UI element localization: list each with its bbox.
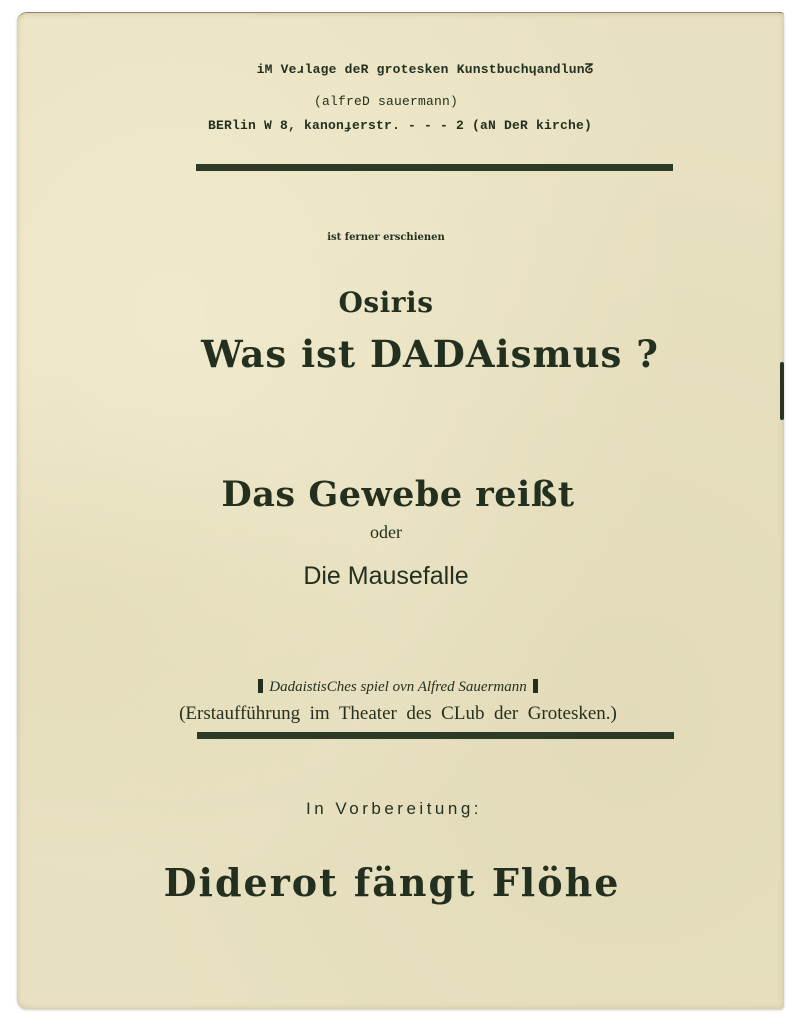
upcoming-label: In Vorbereitung: xyxy=(305,799,483,818)
bottom-rule-divider xyxy=(197,732,674,739)
description-text: DadaistisChes spiel ovn Alfred Sauermann xyxy=(269,679,527,695)
book2-premiere-note: (Erstaufführung im Theater des CLub der Grotesken.) xyxy=(179,703,617,724)
publisher-line-3: BERlin W 8, kanonɟerstr. - - - 2 (aN DeR kirche) xyxy=(207,118,593,133)
publisher-line-1: iM Veɹlage deR grotesken Kunstbuchɥandlunᘔ xyxy=(256,62,594,77)
book1-title: Was ist DADAismus ? xyxy=(201,332,659,376)
book2-connector: oder xyxy=(370,522,402,542)
intro-text: ist ferner erschienen xyxy=(327,232,445,243)
publisher-line-2: (alfreD sauermann) xyxy=(313,94,459,109)
book2-subtitle: Die Mausefalle xyxy=(303,562,469,590)
book2-title: Das Gewebe reißt xyxy=(221,474,575,515)
upcoming-title: Diderot fängt Flöhe xyxy=(163,860,621,905)
book2-description xyxy=(0,679,798,696)
right-bracket-block xyxy=(533,679,538,693)
left-bracket-block xyxy=(258,679,263,693)
book1-author: Osiris xyxy=(338,286,434,319)
top-rule-divider xyxy=(196,164,673,171)
